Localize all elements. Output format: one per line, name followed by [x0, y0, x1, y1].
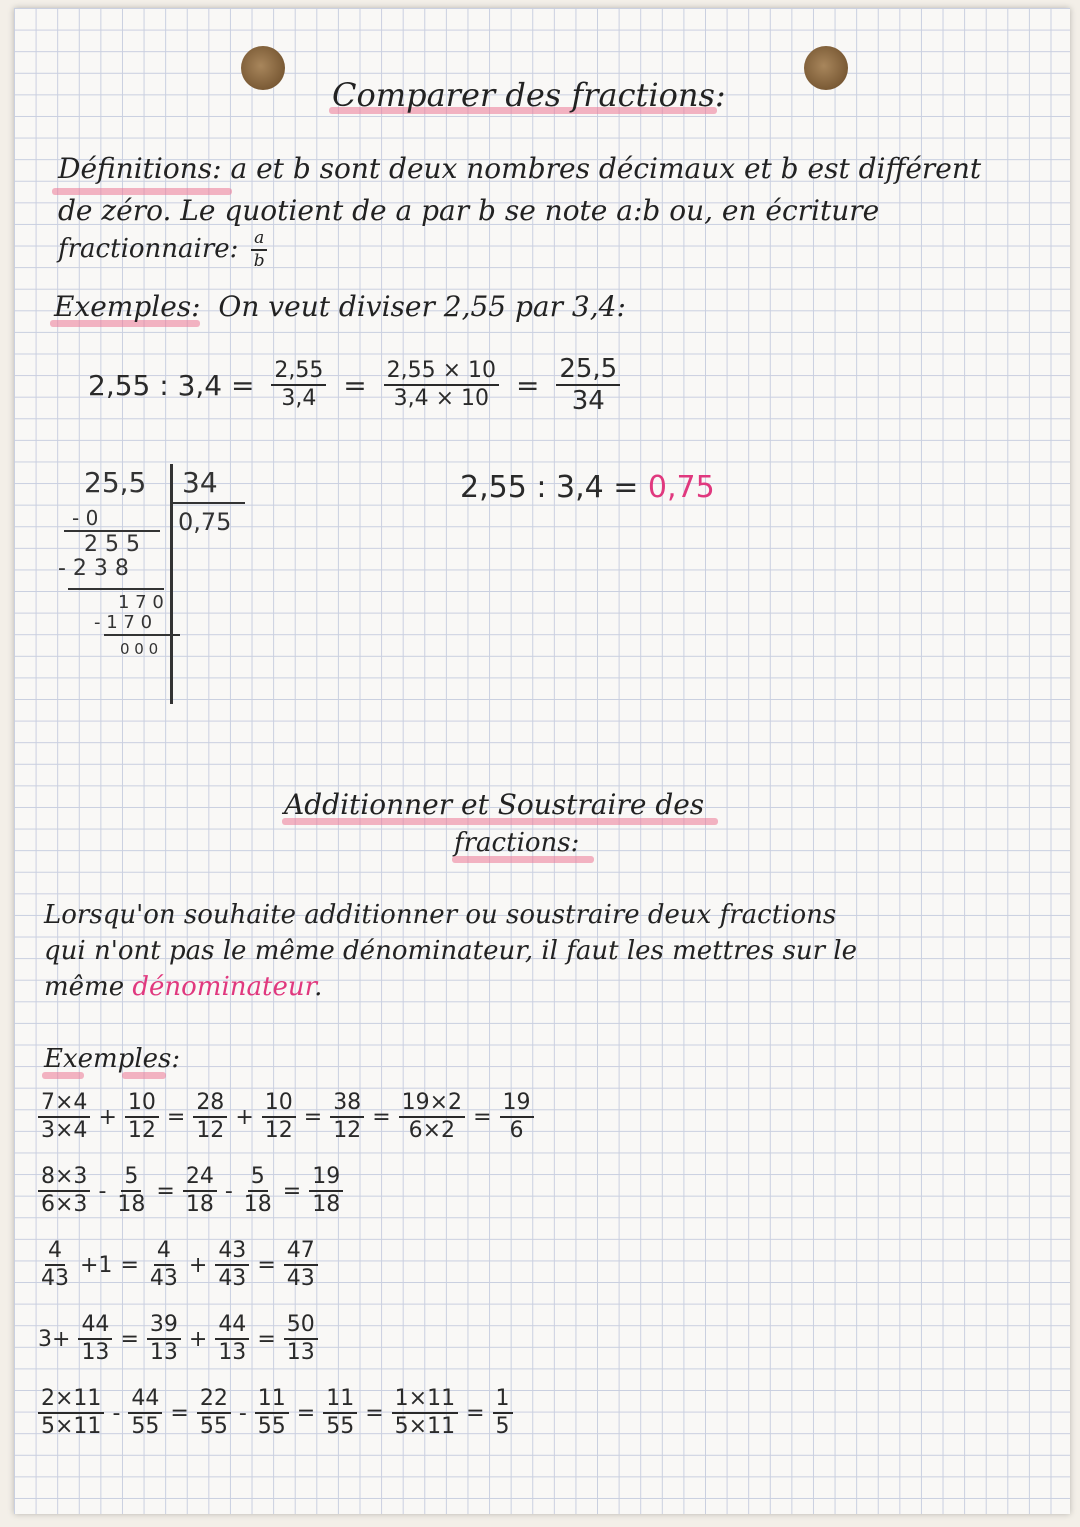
calc-fraction [193, 1092, 227, 1142]
division-row: - 1 7 0 [94, 612, 153, 633]
fraction-3 [556, 356, 620, 414]
division-horizontal-line [170, 502, 245, 504]
calc-fraction [215, 1314, 249, 1364]
frac-num: 19 [500, 1092, 534, 1118]
frac-num: 24 [183, 1166, 217, 1192]
frac-den: 13 [81, 1340, 110, 1365]
calc-operator: + [188, 1252, 208, 1278]
calc-fraction [125, 1092, 159, 1142]
frac-den: 43 [149, 1266, 178, 1291]
frac-den: 13 [149, 1340, 178, 1365]
definition-line3 [58, 230, 272, 270]
frac-num: 4 [45, 1240, 65, 1266]
calc-fraction [330, 1092, 364, 1142]
calc-fraction [147, 1240, 181, 1290]
equals: = [343, 368, 367, 402]
rule-highlight-word: dénominateur [132, 972, 315, 1002]
calc-operator: + [98, 1104, 117, 1130]
calc-line [34, 1388, 517, 1438]
divisor: 34 [182, 466, 218, 499]
frac-num: 28 [193, 1092, 227, 1118]
calc-operator: = [156, 1178, 175, 1204]
calc-fraction [309, 1166, 343, 1216]
division-rule [104, 634, 180, 636]
definition-label: Définitions: [58, 152, 222, 185]
calc-fraction [197, 1388, 231, 1438]
calc-line [34, 1240, 322, 1290]
frac-num: 38 [330, 1092, 364, 1118]
definition-line2: de zéro. Le quotient de a par b se note a:b ou, en écriture [58, 194, 880, 227]
calc-operator: +1 [80, 1252, 113, 1278]
calc-fraction [255, 1388, 289, 1438]
section2-title-line2: fractions: [454, 828, 580, 858]
frac-num: 44 [78, 1314, 112, 1340]
frac-den: 34 [571, 386, 605, 416]
calc-operator: = [466, 1400, 485, 1426]
division-row: 1 7 0 [118, 592, 164, 613]
frac-num: 44 [215, 1314, 249, 1340]
frac-den: 43 [218, 1266, 247, 1291]
division-row: - 2 3 8 [58, 556, 129, 581]
rule-line1: Lorsqu'on souhaite additionner ou soustraire deux fractions [44, 900, 837, 930]
calc-operator: = [170, 1400, 189, 1426]
frac-den: 6 [509, 1118, 524, 1143]
frac-num: 2×11 [38, 1388, 104, 1414]
calc-fraction [392, 1388, 458, 1438]
calc-operator: = [282, 1178, 302, 1204]
frac-num: 43 [215, 1240, 249, 1266]
frac-num: 2,55 × 10 [384, 360, 499, 386]
frac-den: 55 [131, 1414, 160, 1439]
frac-den: 55 [326, 1414, 355, 1439]
frac-den: 13 [286, 1340, 315, 1365]
calc-fraction [128, 1388, 162, 1438]
page-title: Comparer des fractions: [332, 76, 726, 114]
frac-den: 13 [218, 1340, 247, 1365]
frac-den: 55 [257, 1414, 286, 1439]
calc-fraction [262, 1092, 296, 1142]
calc-fraction [38, 1092, 90, 1142]
fraction-1 [271, 360, 326, 410]
calc-operator: = [372, 1104, 391, 1130]
frac-num: 47 [284, 1240, 318, 1266]
fraction-a-over-b [251, 230, 268, 270]
frac-num: 1×11 [392, 1388, 458, 1414]
rule-word: même [44, 972, 125, 1002]
calc-operator: = [296, 1400, 316, 1426]
frac-num: a [251, 230, 267, 251]
calc-fraction [500, 1092, 534, 1142]
calc-operator: + [235, 1104, 254, 1130]
frac-num: 39 [147, 1314, 181, 1340]
frac-den: 3×4 [41, 1118, 88, 1143]
frac-den: 18 [312, 1192, 341, 1217]
frac-num: 25,5 [556, 356, 620, 386]
frac-num: 10 [262, 1092, 296, 1118]
calc-operator: - [98, 1178, 107, 1204]
calc-fraction [399, 1092, 465, 1142]
calc-operator: = [166, 1104, 186, 1130]
frac-den: 5 [495, 1414, 510, 1439]
calc-operator: = [257, 1252, 276, 1278]
frac-num: 2,55 [271, 360, 326, 386]
frac-den: 12 [127, 1118, 156, 1143]
frac-den: 5×11 [394, 1414, 456, 1439]
frac-den: 5×11 [41, 1414, 102, 1439]
punch-hole-right [804, 46, 848, 90]
calc-operator: - [238, 1400, 247, 1426]
calc-operator: = [257, 1326, 276, 1352]
definition-line1 [58, 152, 981, 185]
frac-num: 5 [121, 1166, 141, 1192]
definition-text1: a et b sont deux nombres décimaux et b est différent [230, 152, 982, 185]
frac-num: 11 [255, 1388, 289, 1414]
frac-num: 50 [284, 1314, 318, 1340]
example1-text: On veut diviser 2,55 par 3,4: [218, 290, 626, 323]
frac-num: 11 [323, 1388, 357, 1414]
division-row: 0 0 0 [120, 640, 159, 658]
calc-fraction [284, 1314, 318, 1364]
calc-operator: - [224, 1178, 233, 1204]
calc-operator: = [473, 1104, 492, 1130]
frac-den: 43 [286, 1266, 315, 1291]
calc-fraction [493, 1388, 513, 1438]
division-row: - 0 [72, 506, 99, 530]
calc-fraction [147, 1314, 181, 1364]
calc-fraction [78, 1314, 112, 1364]
frac-den: 12 [333, 1118, 362, 1143]
calc-operator: = [303, 1104, 323, 1130]
frac-den: 12 [264, 1118, 293, 1143]
definition-text3: fractionnaire: [58, 234, 239, 264]
calc-line [34, 1314, 322, 1364]
frac-den: 6×2 [408, 1118, 456, 1143]
notebook-page [14, 8, 1070, 1514]
examples2-label: Exemples: [44, 1044, 181, 1074]
division-rule [68, 588, 164, 590]
calc-fraction [38, 1166, 90, 1216]
frac-den: 55 [199, 1414, 228, 1439]
calc-fraction [241, 1166, 275, 1216]
frac-num: 1 [493, 1388, 513, 1414]
frac-num: 10 [125, 1092, 159, 1118]
frac-num: 22 [197, 1388, 231, 1414]
frac-den: 18 [185, 1192, 214, 1217]
frac-den: 3,4 [281, 386, 317, 411]
calc-operator: = [120, 1252, 139, 1278]
fraction-2 [384, 360, 499, 410]
calc-fraction [215, 1240, 249, 1290]
example1-line [54, 290, 626, 323]
frac-num: 19 [309, 1166, 343, 1192]
rule-line3 [44, 972, 322, 1002]
calc-operator: - [112, 1400, 121, 1426]
calc-line [34, 1092, 538, 1142]
division-row: 2 5 5 [84, 532, 140, 557]
calc-operator: = [365, 1400, 384, 1426]
frac-den: 6×3 [41, 1192, 88, 1217]
frac-num: 7×4 [38, 1092, 90, 1118]
calc-operator: + [188, 1326, 208, 1352]
division-result [460, 470, 715, 505]
equals: = [515, 368, 540, 402]
calc-fraction [38, 1240, 72, 1290]
calc-line [34, 1166, 347, 1216]
frac-den: 18 [117, 1192, 146, 1217]
calc-operator: = [120, 1326, 139, 1352]
result-value: 0,75 [647, 470, 715, 505]
calc-fraction [114, 1166, 148, 1216]
calc-fraction [38, 1388, 104, 1438]
division-vertical-line [170, 464, 173, 704]
section2-title-line1: Additionner et Soustraire des [284, 788, 705, 821]
punch-hole-left [241, 46, 285, 90]
calc-fraction [183, 1166, 217, 1216]
frac-den: 3,4 × 10 [393, 386, 490, 411]
frac-num: 4 [154, 1240, 174, 1266]
dividend: 25,5 [84, 466, 147, 499]
examples-label: Exemples: [54, 290, 201, 323]
frac-num: 8×3 [38, 1166, 90, 1192]
frac-num: 19×2 [399, 1092, 465, 1118]
calc-fraction [284, 1240, 318, 1290]
frac-den: 18 [243, 1192, 272, 1217]
frac-num: 5 [248, 1166, 268, 1192]
frac-num: 44 [128, 1388, 162, 1414]
calc-fraction [323, 1388, 357, 1438]
eq-left: 2,55 : 3,4 = [88, 368, 255, 402]
frac-den: b [253, 251, 265, 271]
frac-den: 43 [41, 1266, 69, 1291]
frac-den: 12 [196, 1118, 225, 1143]
example1-equation [84, 356, 624, 414]
rule-end: . [314, 972, 323, 1002]
rule-line2: qui n'ont pas le même dénominateur, il faut les mettres sur le [44, 936, 857, 966]
quotient: 0,75 [178, 508, 232, 536]
calc-operator: 3+ [38, 1326, 71, 1352]
result-text: 2,55 : 3,4 = [460, 470, 639, 505]
